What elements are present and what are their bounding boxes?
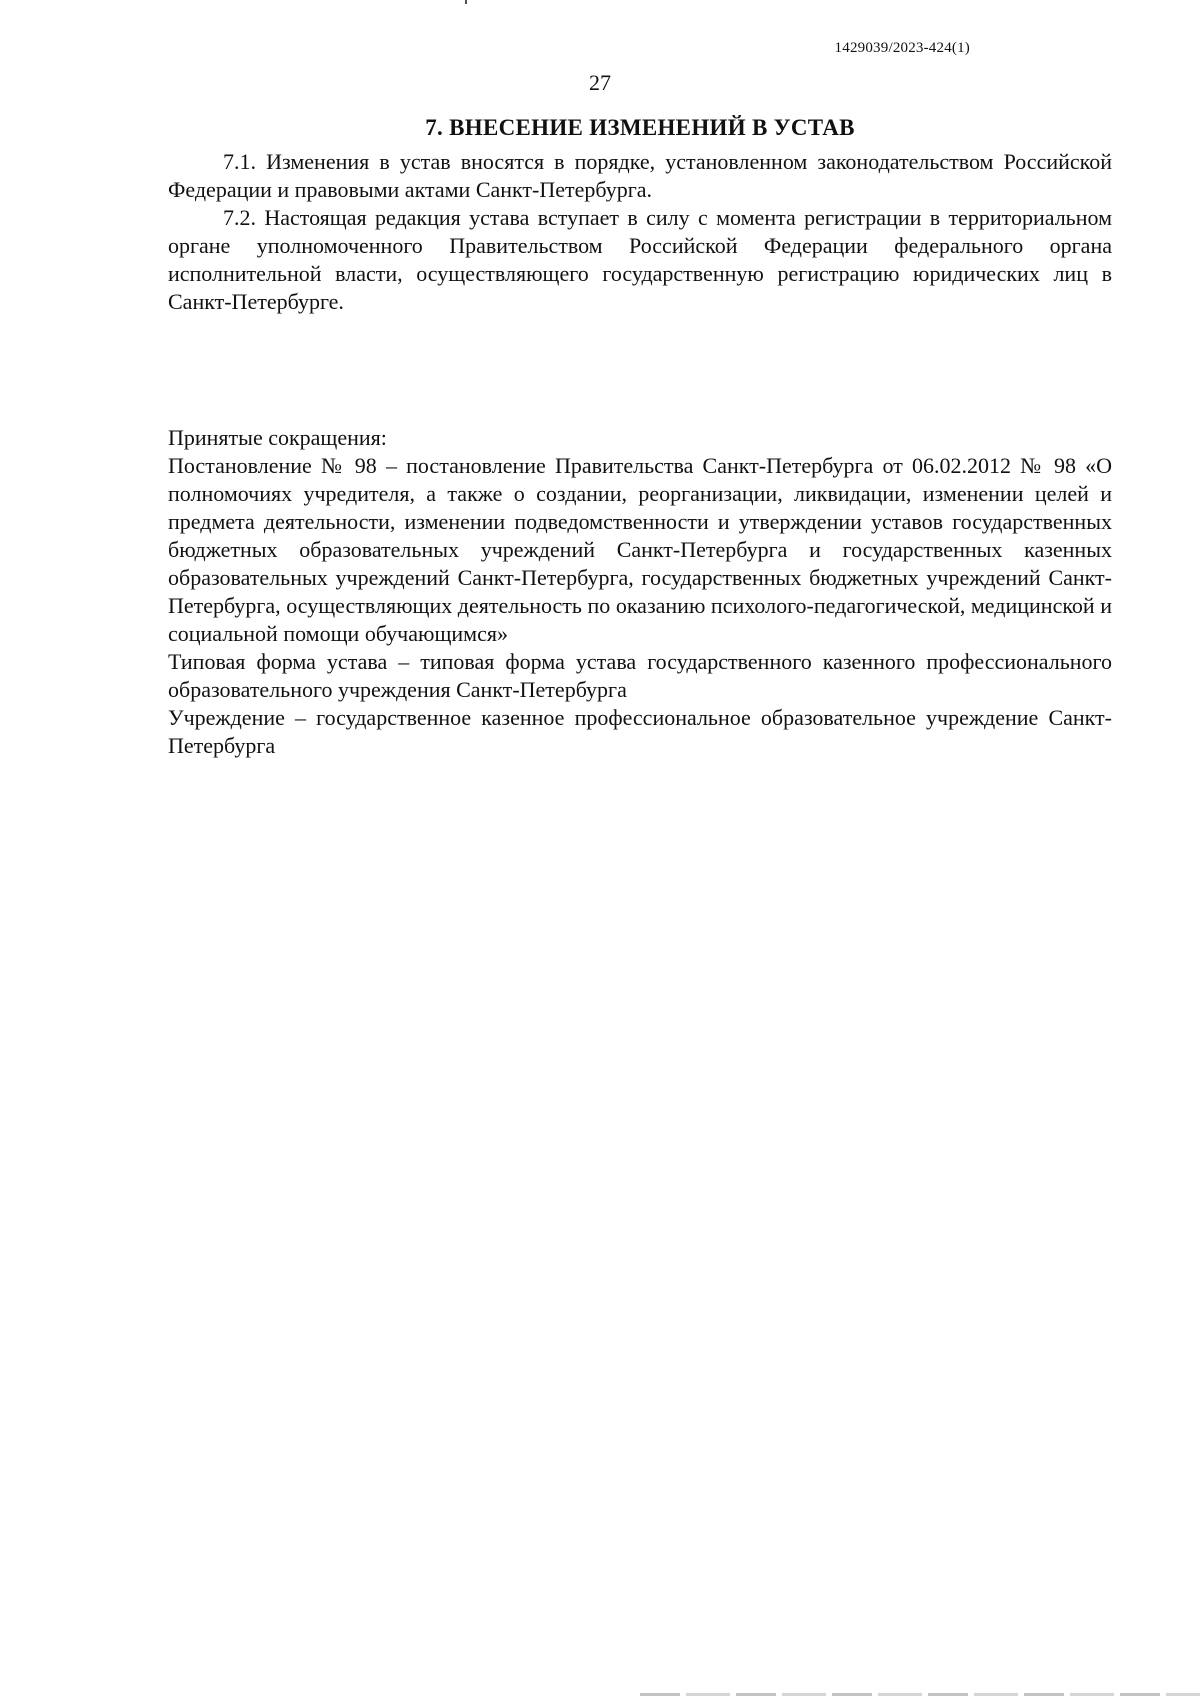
abbreviation-item: Постановление № 98 – постановление Правительства Санкт-Петербурга от 06.02.2012 № 98 «О полномочиях учредителя, а также о создании, реорганизации, ликвидации, изменении целей и предмета деятельности, изменении подведомственности и утверждении уставов государственных бюджетных образовательных учреждений Санкт-Петербурга и государственных казенных образовательных учреждений Санкт-Петербурга, государственных бюджетных учреждений Санкт-Петербурга, осуществляющих деятельность по оказанию психолого-педагогической, медицинской и социальной помощи обучающимся» (168, 453, 1112, 646)
document-body (168, 114, 1112, 760)
page-number: 27 (589, 70, 611, 95)
document-registration-number: 1429039/2023-424(1) (834, 40, 970, 56)
scan-artifact-top (465, 0, 467, 4)
abbreviation-item: Типовая форма устава – типовая форма устава государственного казенного профессионального образовательного учреждения Санкт-Петербурга (168, 649, 1112, 702)
abbreviations-heading: Принятые сокращения: (168, 425, 387, 450)
paragraph-7-2: 7.2. Настоящая редакция устава вступает в силу с момента регистрации в территориальном органе уполномоченного Правительством Российской Федерации федерального органа исполнительной власти, осуществляющего государственную регистрацию юридических лиц в Санкт-Петербурге. (168, 205, 1112, 314)
scan-artifact-bottom (640, 1693, 1200, 1696)
spacer (168, 316, 1112, 424)
section-title: 7. ВНЕСЕНИЕ ИЗМЕНЕНИЙ В УСТАВ (425, 115, 855, 140)
paragraph-7-1: 7.1. Изменения в устав вносятся в порядке, установленном законодательством Российской Федерации и правовыми актами Санкт-Петербурга. (168, 149, 1112, 202)
abbreviation-item: Учреждение – государственное казенное профессиональное образовательное учреждение Санкт-Петербурга (168, 705, 1112, 758)
